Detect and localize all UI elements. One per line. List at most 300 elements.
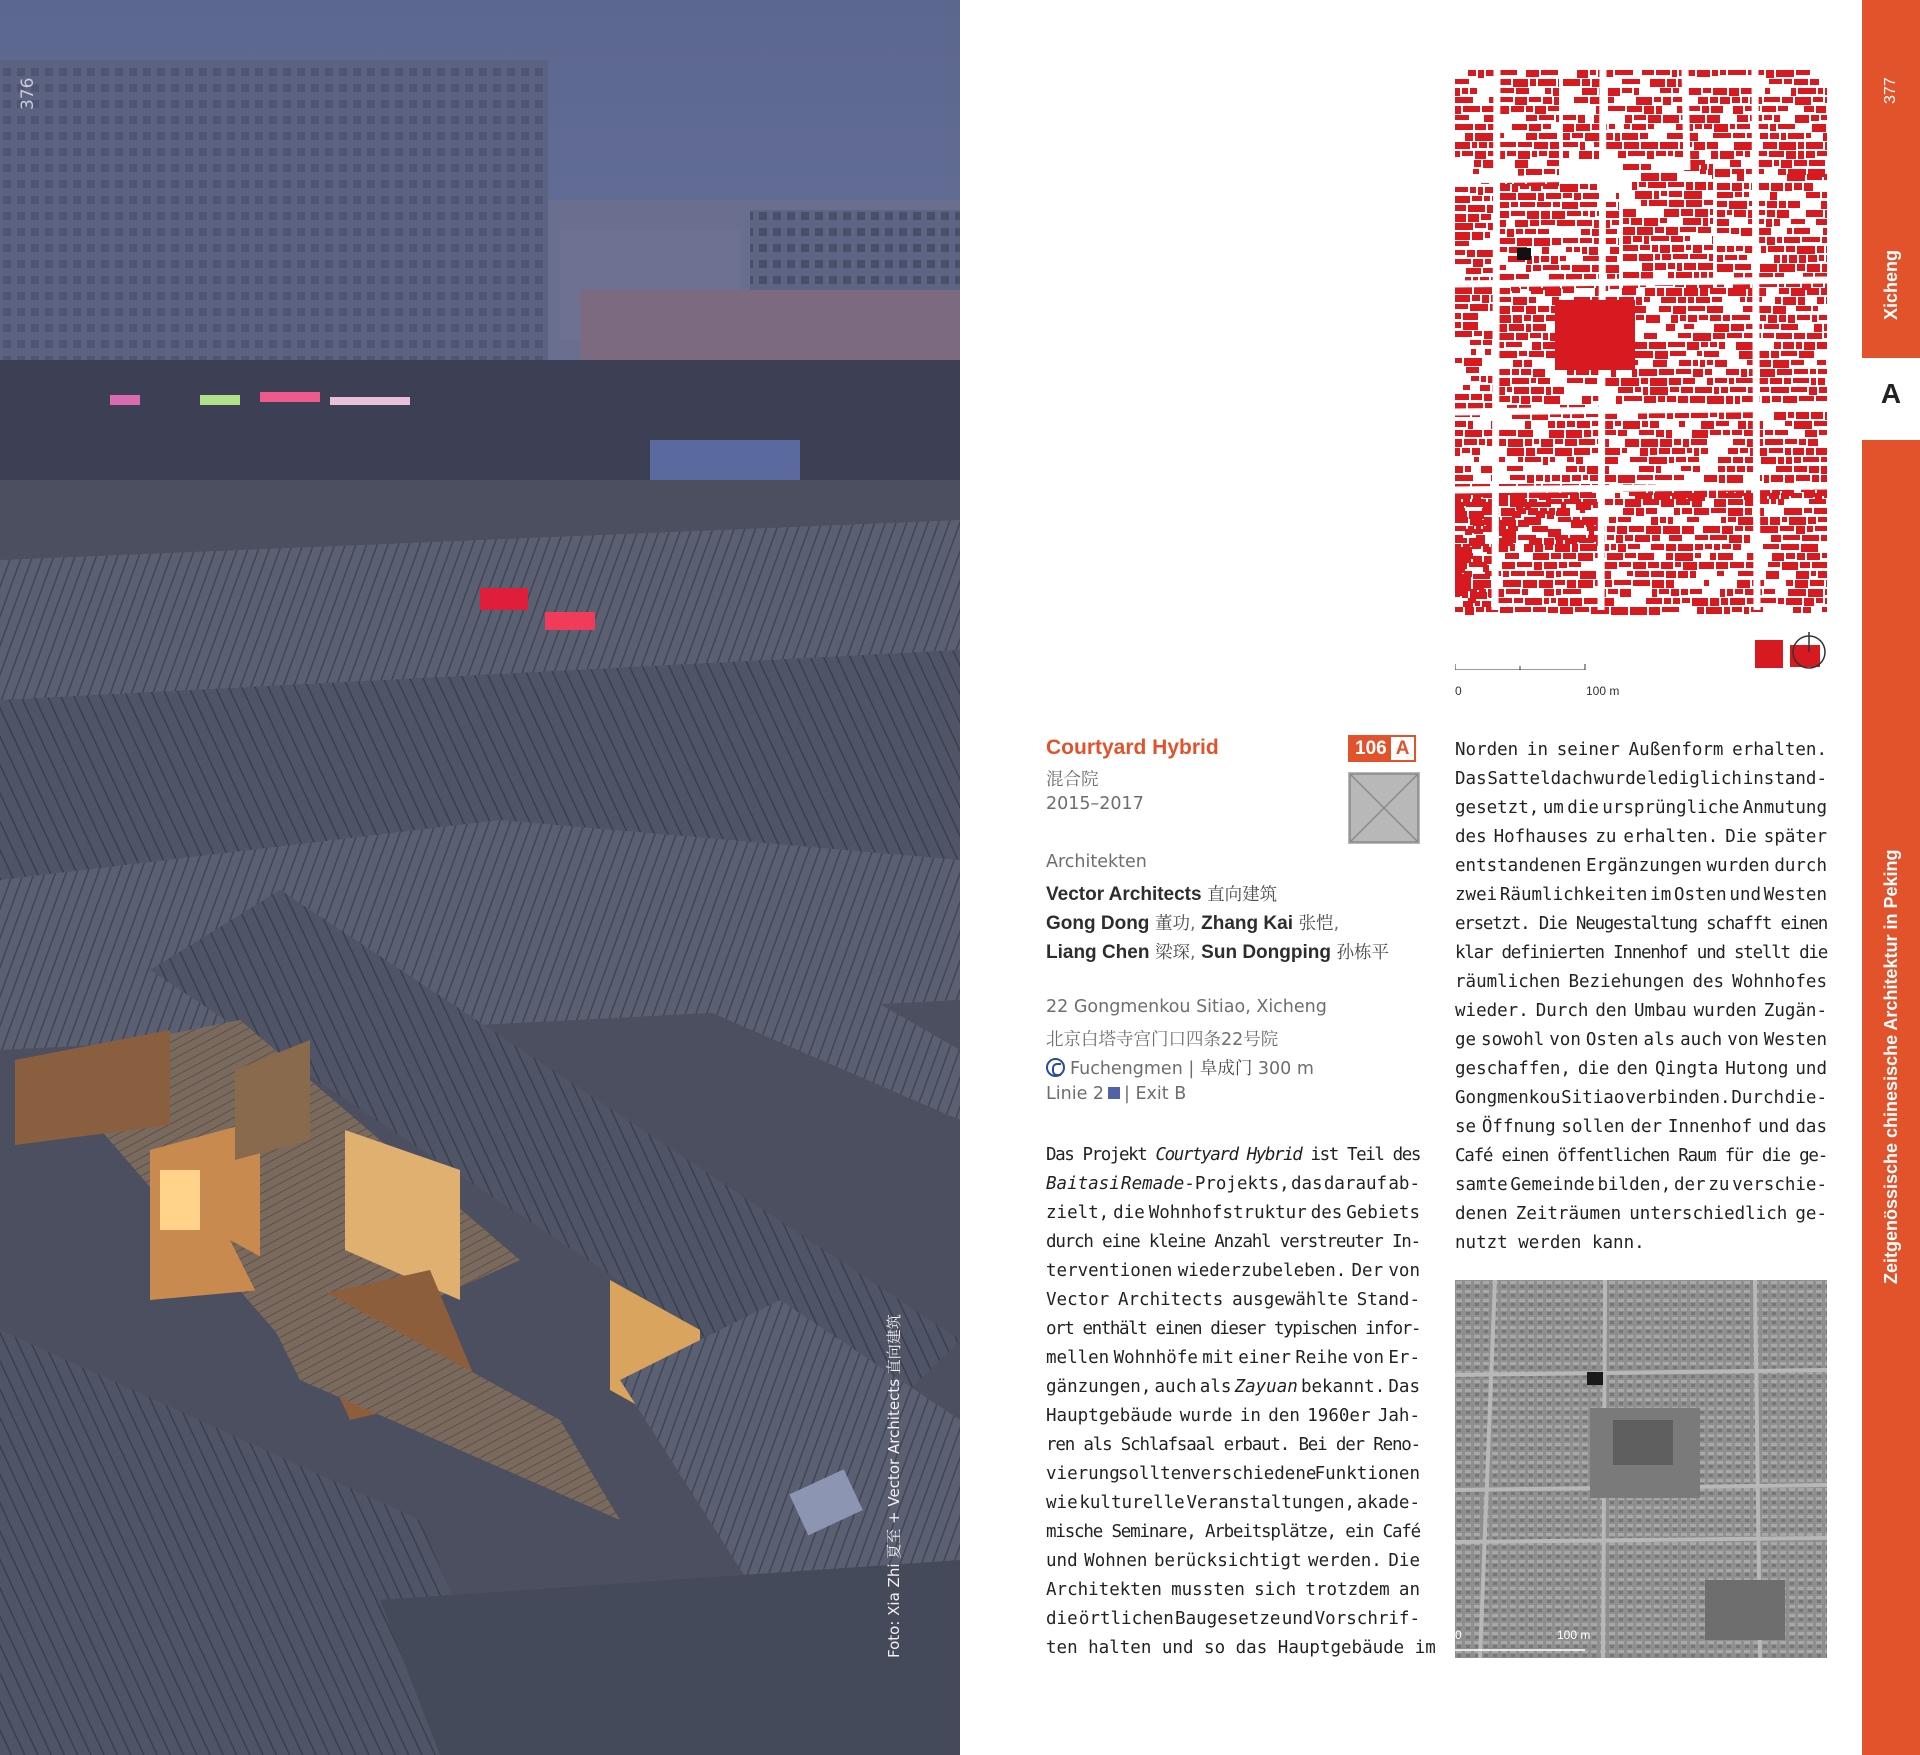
map-building bbox=[1807, 288, 1819, 295]
map-building bbox=[1804, 508, 1812, 513]
map-building bbox=[1807, 174, 1822, 180]
map-building bbox=[1567, 457, 1574, 462]
map-building bbox=[1686, 182, 1693, 190]
map-building bbox=[1714, 124, 1728, 132]
map-building bbox=[1525, 439, 1532, 446]
map-building bbox=[1741, 228, 1753, 236]
map-building bbox=[1524, 315, 1531, 321]
map-building bbox=[1455, 124, 1473, 130]
map-building bbox=[1711, 106, 1723, 113]
map-building bbox=[1781, 544, 1799, 550]
map-building bbox=[1578, 580, 1593, 588]
map-building bbox=[1656, 106, 1662, 114]
map-building bbox=[1795, 580, 1808, 588]
map-building bbox=[1782, 97, 1793, 103]
map-building bbox=[1549, 151, 1559, 158]
map-building bbox=[1574, 97, 1588, 103]
map-building bbox=[1819, 315, 1827, 320]
map-building bbox=[1806, 142, 1823, 149]
map-building bbox=[1516, 333, 1528, 340]
map-building bbox=[1509, 324, 1524, 331]
map-building bbox=[1819, 387, 1827, 393]
map-building bbox=[1483, 340, 1492, 345]
map-scale-zero: 0 bbox=[1455, 684, 1462, 698]
map-building bbox=[1804, 598, 1814, 606]
map-building bbox=[1481, 214, 1491, 220]
map-building bbox=[1499, 88, 1514, 93]
map-building bbox=[1722, 544, 1731, 549]
map-building bbox=[1487, 205, 1493, 213]
map-building bbox=[1732, 607, 1742, 612]
map-building bbox=[1525, 421, 1531, 429]
map-building bbox=[1484, 394, 1492, 401]
map-building bbox=[1710, 430, 1721, 435]
map-building bbox=[1728, 517, 1736, 522]
map-building bbox=[1455, 313, 1461, 319]
map-building bbox=[1705, 544, 1712, 549]
map-building bbox=[1455, 295, 1470, 302]
map-building bbox=[1548, 106, 1559, 111]
map-building bbox=[1579, 439, 1595, 445]
map-building bbox=[1704, 351, 1719, 357]
map-building bbox=[1807, 526, 1813, 532]
map-building bbox=[1649, 607, 1660, 615]
map-building bbox=[1661, 173, 1677, 181]
map-building bbox=[1776, 333, 1792, 339]
map-building bbox=[1741, 369, 1747, 377]
map-building bbox=[1472, 295, 1480, 301]
map-building bbox=[1455, 553, 1473, 559]
map-building bbox=[1455, 322, 1461, 328]
map-building bbox=[1499, 333, 1514, 340]
map-building bbox=[1649, 200, 1667, 206]
map-building bbox=[1650, 79, 1665, 87]
map-building bbox=[1818, 88, 1823, 94]
text-line: Das Satteldach wurde lediglich instand- bbox=[1455, 769, 1827, 789]
map-building bbox=[1698, 97, 1708, 104]
map-building bbox=[1539, 115, 1554, 120]
map-building bbox=[1798, 297, 1805, 305]
map-building bbox=[1777, 210, 1789, 218]
architect-people-line-1: Gong Dong 董功, Zhang Kai 张恺, bbox=[1046, 913, 1340, 934]
map-building bbox=[1683, 218, 1701, 225]
map-building bbox=[1681, 209, 1693, 216]
map-building bbox=[1669, 457, 1674, 463]
map-building bbox=[1633, 236, 1642, 242]
map-building bbox=[1557, 220, 1575, 226]
map-building bbox=[1687, 517, 1699, 522]
map-building bbox=[1735, 192, 1742, 197]
map-building bbox=[1455, 571, 1462, 579]
map-building bbox=[1544, 396, 1560, 404]
map-building bbox=[1719, 342, 1725, 349]
map-building bbox=[1803, 607, 1811, 613]
map-building bbox=[1721, 598, 1728, 605]
map-building bbox=[1583, 499, 1597, 505]
map-building bbox=[1778, 106, 1788, 111]
map-building bbox=[1585, 378, 1597, 384]
map-building bbox=[1572, 265, 1590, 272]
map-building bbox=[1634, 88, 1639, 95]
map-building bbox=[1618, 475, 1635, 483]
map-building bbox=[1499, 238, 1515, 244]
map-building bbox=[1592, 448, 1598, 453]
map-building bbox=[1545, 544, 1553, 550]
map-building bbox=[1802, 237, 1820, 242]
map-building bbox=[1656, 70, 1670, 75]
map-building bbox=[1529, 124, 1541, 131]
firm-name-cn: 直向建筑 bbox=[1207, 885, 1278, 905]
map-building bbox=[1526, 70, 1539, 77]
map-building bbox=[1670, 387, 1679, 392]
map-building bbox=[1727, 210, 1732, 215]
map-building bbox=[1603, 457, 1618, 464]
map-building bbox=[1714, 324, 1729, 332]
map-building bbox=[1532, 396, 1542, 402]
map-building bbox=[1796, 342, 1802, 349]
map-building bbox=[1782, 255, 1787, 263]
map-building bbox=[1550, 457, 1555, 462]
map-building bbox=[1510, 499, 1527, 507]
map-building bbox=[1799, 396, 1814, 401]
map-building bbox=[1695, 387, 1712, 393]
map-building bbox=[1736, 151, 1743, 156]
map-building bbox=[1677, 106, 1683, 113]
map-building bbox=[1499, 387, 1505, 395]
text-line: entstandenen Ergänzungen wurden durch bbox=[1455, 856, 1827, 876]
map-building bbox=[1782, 490, 1794, 496]
map-building bbox=[1648, 562, 1659, 568]
map-building bbox=[1814, 421, 1827, 426]
page-number-left: 376 bbox=[18, 77, 38, 110]
map-temple bbox=[1555, 300, 1635, 370]
map-building bbox=[1733, 457, 1743, 463]
map-building bbox=[1661, 191, 1667, 196]
map-building bbox=[1686, 245, 1691, 250]
map-building bbox=[1728, 288, 1746, 296]
map-building bbox=[1743, 306, 1753, 312]
map-building bbox=[1525, 457, 1541, 462]
map-building bbox=[1661, 499, 1674, 507]
map-building bbox=[1499, 70, 1517, 75]
map-building bbox=[1623, 272, 1639, 278]
map-building bbox=[1786, 580, 1793, 586]
map-building bbox=[1543, 184, 1558, 189]
map-building bbox=[1821, 535, 1827, 541]
map-building bbox=[1640, 448, 1648, 456]
map-building bbox=[1736, 342, 1754, 350]
map-building bbox=[1656, 151, 1666, 156]
map-building bbox=[1797, 246, 1815, 254]
map-building bbox=[1695, 553, 1701, 558]
map-building bbox=[1638, 553, 1654, 560]
map-building bbox=[1656, 466, 1661, 473]
map-building bbox=[1821, 115, 1827, 120]
map-building bbox=[1797, 553, 1805, 560]
map-building bbox=[1544, 598, 1549, 604]
map-building bbox=[1566, 466, 1577, 472]
map-building bbox=[1694, 142, 1705, 150]
map-building bbox=[1766, 571, 1779, 579]
map-building bbox=[1732, 315, 1750, 320]
map-building bbox=[1570, 598, 1582, 606]
map-building bbox=[1455, 115, 1469, 120]
map-building bbox=[1611, 369, 1616, 377]
map-building bbox=[1465, 430, 1482, 437]
map-building bbox=[1823, 133, 1827, 141]
map-building bbox=[1717, 264, 1733, 272]
map-building bbox=[1635, 387, 1641, 392]
map-building bbox=[1628, 544, 1640, 549]
map-building bbox=[1469, 562, 1487, 567]
map-building bbox=[1733, 439, 1745, 445]
map-building bbox=[1519, 351, 1527, 356]
map-building bbox=[1563, 193, 1572, 198]
entry-number: 106 bbox=[1350, 737, 1391, 760]
chinese-name: 混合院 bbox=[1046, 770, 1099, 790]
map-building bbox=[1612, 220, 1619, 225]
map-building bbox=[1826, 580, 1827, 587]
map-building bbox=[1769, 448, 1783, 453]
map-building bbox=[1729, 535, 1742, 543]
map-building bbox=[1499, 106, 1509, 114]
map-building bbox=[1769, 79, 1782, 84]
text-line: durch eine kleine Anzahl verstreuter In- bbox=[1046, 1232, 1420, 1252]
map-building bbox=[1712, 173, 1713, 179]
map-building bbox=[1499, 315, 1511, 323]
map-building bbox=[1700, 288, 1708, 296]
map-building bbox=[1763, 544, 1779, 549]
map-building bbox=[1744, 607, 1749, 614]
map-building bbox=[1717, 571, 1724, 576]
map-building bbox=[1784, 508, 1802, 515]
map-building bbox=[1805, 430, 1817, 437]
map-building bbox=[1794, 160, 1807, 166]
map-building bbox=[1512, 124, 1527, 130]
map-building bbox=[1808, 517, 1816, 524]
map-building bbox=[1644, 218, 1658, 226]
map-building bbox=[1694, 490, 1707, 497]
map-building bbox=[1465, 466, 1471, 472]
map-building bbox=[1765, 88, 1770, 94]
map-building bbox=[1660, 218, 1667, 223]
map-building bbox=[1582, 396, 1591, 404]
map-building bbox=[1522, 589, 1528, 595]
map-building bbox=[1734, 273, 1743, 278]
map-building bbox=[1484, 115, 1494, 122]
project-years: 2015–2017 bbox=[1046, 794, 1144, 814]
map-building bbox=[1580, 544, 1597, 551]
map-building bbox=[1463, 106, 1480, 112]
text-line: Hauptgebäude wurde in den 1960er Jah- bbox=[1046, 1406, 1420, 1426]
map-building bbox=[1781, 160, 1792, 168]
map-building bbox=[1555, 448, 1572, 456]
map-building bbox=[1470, 517, 1482, 525]
map-building bbox=[1652, 580, 1664, 588]
map-building bbox=[1647, 151, 1654, 159]
map-building bbox=[1732, 169, 1744, 174]
map-building bbox=[1656, 430, 1664, 437]
map-building bbox=[1520, 184, 1529, 189]
map-building bbox=[1642, 263, 1653, 271]
map-building bbox=[1684, 324, 1694, 329]
map-building bbox=[1558, 517, 1571, 522]
map-building bbox=[1825, 88, 1827, 95]
map-building bbox=[1582, 88, 1597, 95]
map-building bbox=[1825, 412, 1827, 420]
map-building bbox=[1785, 448, 1791, 455]
map-building bbox=[1622, 448, 1627, 453]
map-building bbox=[1695, 209, 1708, 217]
map-building bbox=[1826, 297, 1827, 304]
map-building bbox=[1787, 228, 1792, 234]
map-building bbox=[1788, 133, 1804, 139]
map-building bbox=[1794, 369, 1808, 374]
map-building bbox=[1580, 202, 1597, 207]
map-building bbox=[1641, 200, 1647, 206]
map-building bbox=[1688, 315, 1697, 322]
map-building bbox=[1679, 421, 1685, 427]
map-building bbox=[1608, 106, 1625, 111]
map-building bbox=[1715, 378, 1727, 383]
map-building bbox=[1668, 342, 1685, 347]
map-building bbox=[1559, 562, 1567, 568]
map-building bbox=[1618, 517, 1631, 522]
map-building bbox=[1556, 589, 1561, 595]
map-building bbox=[1812, 475, 1819, 482]
map-building bbox=[1800, 562, 1810, 568]
map-building bbox=[1795, 97, 1811, 105]
map-building bbox=[1473, 556, 1482, 563]
map-building bbox=[1512, 288, 1520, 293]
map-building bbox=[1760, 264, 1777, 272]
map-building bbox=[1645, 288, 1655, 296]
map-building bbox=[1468, 526, 1474, 533]
map-building bbox=[1533, 265, 1541, 271]
map-building bbox=[1808, 255, 1817, 262]
text-line: ort enthält einen dieser typischen infor- bbox=[1046, 1319, 1420, 1339]
map-building bbox=[1455, 403, 1466, 409]
map-building bbox=[1617, 526, 1627, 534]
map-building bbox=[1677, 263, 1682, 271]
map-building bbox=[1651, 571, 1664, 577]
map-building bbox=[1623, 227, 1635, 235]
map-building bbox=[1521, 369, 1531, 375]
map-building bbox=[1786, 457, 1792, 464]
map-building bbox=[1673, 88, 1679, 93]
chapter-sidebar bbox=[1862, 0, 1920, 1755]
entry-number-badge bbox=[1348, 735, 1416, 762]
map-building bbox=[1804, 342, 1815, 350]
text-line: se Öffnung sollen der Innenhof und das bbox=[1455, 1117, 1827, 1137]
map-building bbox=[1765, 439, 1783, 445]
map-building bbox=[1615, 70, 1633, 75]
map-building bbox=[1499, 79, 1511, 85]
map-building bbox=[1785, 421, 1792, 426]
map-building bbox=[1715, 360, 1727, 367]
map-building bbox=[1511, 211, 1525, 216]
map-building bbox=[1478, 70, 1484, 78]
map-building bbox=[1578, 553, 1593, 561]
map-building bbox=[1563, 589, 1581, 594]
map-building bbox=[1627, 106, 1642, 112]
map-building bbox=[1618, 544, 1626, 552]
map-building bbox=[1455, 106, 1461, 114]
map-building bbox=[1623, 245, 1638, 251]
map-street bbox=[1495, 70, 1497, 610]
map-building bbox=[1682, 508, 1692, 514]
map-building bbox=[1616, 396, 1622, 404]
map-building bbox=[1782, 562, 1798, 570]
map-building bbox=[1622, 79, 1640, 84]
map-building bbox=[1717, 183, 1730, 190]
map-building bbox=[1455, 580, 1471, 587]
map-building bbox=[1796, 412, 1809, 419]
map-building bbox=[1543, 124, 1551, 129]
map-building bbox=[1530, 79, 1536, 86]
map-building bbox=[1667, 396, 1676, 402]
map-building bbox=[1574, 247, 1580, 252]
map-building bbox=[1726, 412, 1741, 419]
map-building bbox=[1455, 499, 1461, 504]
map-building bbox=[1635, 535, 1650, 542]
map-building bbox=[1688, 457, 1699, 462]
text-line: ge sowohl von Osten als auch von Westen bbox=[1455, 1030, 1827, 1050]
map-building bbox=[1744, 535, 1750, 543]
architects-heading: Architekten bbox=[1046, 852, 1147, 872]
text-line: zielt, die Wohnhofstruktur des Gebiets bbox=[1046, 1203, 1420, 1223]
map-building bbox=[1781, 133, 1786, 140]
map-building bbox=[1455, 394, 1469, 400]
map-building bbox=[1474, 331, 1482, 336]
map-building bbox=[1660, 142, 1678, 149]
map-building bbox=[1563, 553, 1576, 559]
map-building bbox=[1651, 544, 1664, 550]
map-building bbox=[1775, 297, 1781, 304]
metro-station: Fuchengmen bbox=[1070, 1059, 1183, 1079]
map-building bbox=[1482, 601, 1491, 607]
map-building bbox=[1721, 517, 1726, 523]
person-name: Gong Dong bbox=[1046, 913, 1150, 934]
map-building bbox=[1630, 607, 1647, 615]
map-building bbox=[1775, 430, 1788, 435]
map-building bbox=[1760, 387, 1769, 392]
photo-credit: Foto: Xia Zhi 夏至 + Vector Architects 直向建筑 bbox=[885, 1314, 903, 1658]
map-building bbox=[1701, 421, 1714, 429]
map-building bbox=[1499, 220, 1506, 227]
map-building bbox=[1739, 351, 1753, 359]
map-building bbox=[1577, 421, 1590, 428]
map-building bbox=[1670, 351, 1686, 356]
map-building bbox=[1549, 508, 1555, 515]
map-building bbox=[1455, 97, 1473, 103]
map-building bbox=[1499, 457, 1505, 462]
map-building bbox=[1639, 369, 1657, 376]
map-building bbox=[1704, 200, 1713, 205]
map-building bbox=[1816, 106, 1826, 113]
map-building bbox=[1710, 97, 1718, 103]
map-building bbox=[1678, 333, 1691, 338]
text-line: klar definierten Innenhof und stellt die bbox=[1455, 943, 1827, 963]
map-building bbox=[1595, 288, 1599, 296]
map-building bbox=[1455, 88, 1460, 96]
map-building bbox=[1770, 192, 1777, 200]
map-building bbox=[1455, 358, 1462, 363]
map-building bbox=[1786, 598, 1802, 605]
map-building bbox=[1580, 571, 1596, 579]
map-building bbox=[1703, 88, 1711, 93]
map-building bbox=[1655, 351, 1668, 359]
